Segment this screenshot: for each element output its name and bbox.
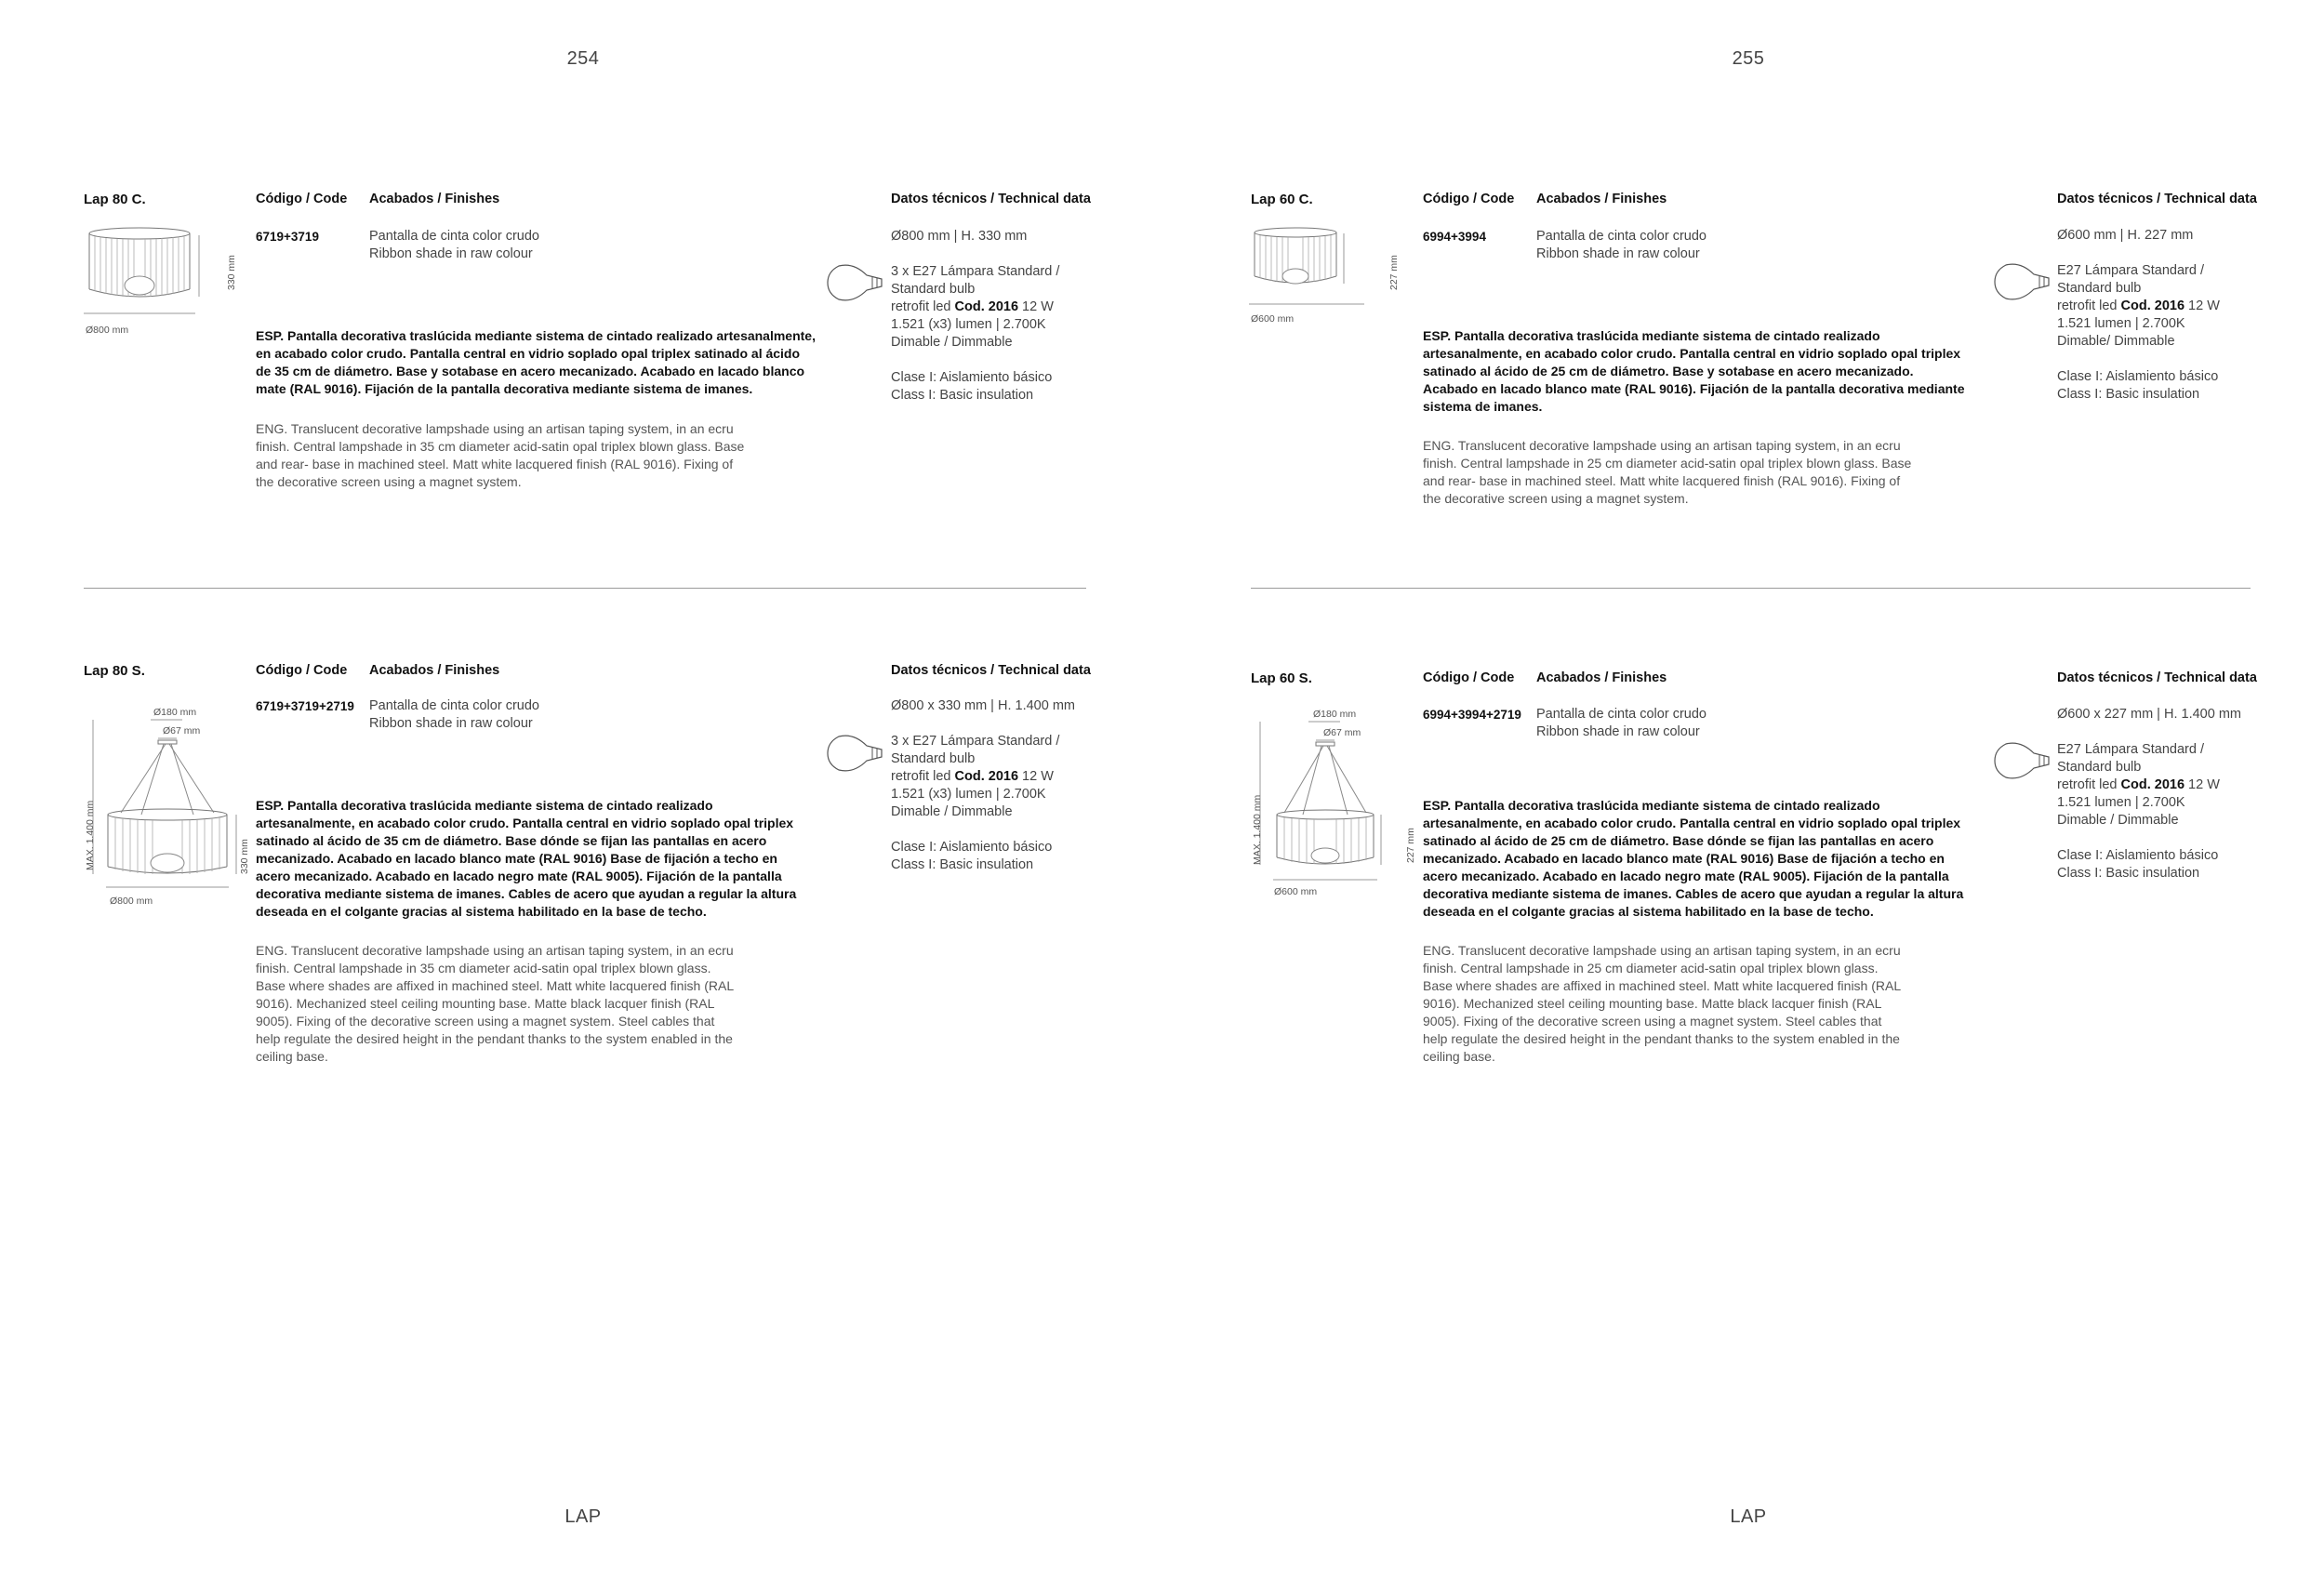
tech-led: retrofit led Cod. 2016 12 W bbox=[891, 769, 1054, 784]
product-code: 6994+3994 bbox=[1423, 230, 1486, 244]
tech-header: Datos técnicos / Technical data bbox=[891, 192, 1091, 206]
description-en: ENG. Translucent decorative lampshade using an artisan taping system, in an ecru finish. Central lampshade in 35 cm diameter acid-satin opal triplex blown glass. Base where shades are affixed in machined steel. Matt white lacquered finish (RAL 9016). Mechanized steel ceiling mounting base. Matte black lacquer finish (RAL 9005). Fixing of the decorative screen using a magnet system. Steel cables that help regulate the desired height in the pendant thanks to the system enabled in the ceiling base. bbox=[256, 943, 735, 1064]
product-name: Lap 60 C. bbox=[1251, 192, 1313, 207]
finish-en: Ribbon shade in raw colour bbox=[369, 246, 533, 261]
description-en: ENG. Translucent decorative lampshade using an artisan taping system, in an ecru finish. Central lampshade in 35 cm diameter acid-satin opal triplex blown glass. Base and rear- base in machined steel. Matt white lacquered finish (RAL 9016). Fixing of the decorative screen using a magnet system. bbox=[256, 421, 745, 489]
tech-bulb: E27 Lámpara Standard / bbox=[2057, 263, 2204, 278]
tech-header: Datos técnicos / Technical data bbox=[2057, 670, 2257, 685]
tech-class-en: Class I: Basic insulation bbox=[891, 857, 1034, 872]
tech-class-en: Class I: Basic insulation bbox=[2057, 866, 2200, 881]
code-header: Código / Code bbox=[1423, 670, 1515, 685]
tech-lumen: 1.521 (x3) lumen | 2.700K bbox=[891, 317, 1046, 332]
description-es: ESP. Pantalla decorativa traslúcida mediante sistema de cintado realizado artesanalmente, en acabado color crudo. Pantalla central en vidrio soplado opal triplex satinado al ácido de 35 cm de diámetro. Base dónde se fijan las pantallas en acero mecanizado. Acabado en lacado blanco mate (RAL 9016) Base de fijación a techo en acero mecanizado. Acabado en lacado negro mate (RAL 9005). Fijación de la pantalla decorativa mediante sistema de imanes. Cables de acero que ayudan a regular la altura deseada en el colgante gracias al sistema habilitado en la base de techo. bbox=[256, 798, 797, 919]
dim-width: Ø600 mm bbox=[1274, 886, 1318, 897]
code-header: Código / Code bbox=[1423, 192, 1515, 206]
tech-size: Ø800 mm | H. 330 mm bbox=[891, 229, 1028, 244]
finishes-header: Acabados / Finishes bbox=[1536, 670, 1667, 685]
dim-cup: Ø67 mm bbox=[163, 725, 201, 736]
tech-bulb: E27 Lámpara Standard / bbox=[2057, 742, 2204, 757]
description-es: ESP. Pantalla decorativa traslúcida mediante sistema de cintado realizado artesanalmente, en acabado color crudo. Pantalla central en vidrio soplado opal triplex satinado al ácido de 35 cm de diámetro. Base y sotabase en acero mecanizado. Acabado en lacado blanco mate (RAL 9016). Fijación de la pantalla decorativa mediante sistema de imanes. bbox=[256, 328, 816, 396]
tech-class-es: Clase I: Aislamiento básico bbox=[2057, 369, 2219, 384]
tech-bulb: 3 x E27 Lámpara Standard / bbox=[891, 734, 1060, 749]
tech-lumen: 1.521 (x3) lumen | 2.700K bbox=[891, 787, 1046, 802]
tech-data bbox=[2057, 706, 2280, 882]
dim-cup: Ø67 mm bbox=[1323, 727, 1361, 738]
dim-max-height: MAX. 1.400 mm bbox=[85, 800, 96, 870]
tech-size: Ø800 x 330 mm | H. 1.400 mm bbox=[891, 698, 1075, 713]
tech-led: retrofit led Cod. 2016 12 W bbox=[2057, 777, 2220, 792]
tech-class-es: Clase I: Aislamiento básico bbox=[891, 840, 1053, 855]
product-code: 6719+3719+2719 bbox=[256, 699, 354, 713]
dim-height: 330 mm bbox=[226, 255, 237, 290]
tech-bulb-2: Standard bulb bbox=[891, 282, 976, 297]
tech-header: Datos técnicos / Technical data bbox=[891, 663, 1091, 678]
tech-lumen: 1.521 lumen | 2.700K bbox=[2057, 795, 2185, 810]
finish-es: Pantalla de cinta color crudo bbox=[369, 698, 539, 713]
tech-bulb: 3 x E27 Lámpara Standard / bbox=[891, 264, 1060, 279]
footer-left: LAP bbox=[564, 1506, 602, 1527]
lamp-pendant-drawing bbox=[1260, 720, 1400, 896]
dim-width: Ø800 mm bbox=[86, 325, 129, 336]
finish-en: Ribbon shade in raw colour bbox=[1536, 724, 1700, 739]
tech-led: retrofit led Cod. 2016 12 W bbox=[2057, 299, 2220, 313]
code-header: Código / Code bbox=[256, 663, 348, 678]
tech-size: Ø600 mm | H. 227 mm bbox=[2057, 228, 2194, 243]
page-number-right: 255 bbox=[1732, 48, 1765, 69]
finish-es: Pantalla de cinta color crudo bbox=[1536, 707, 1706, 722]
dim-width: Ø600 mm bbox=[1251, 313, 1295, 325]
product-name: Lap 80 C. bbox=[84, 192, 146, 207]
finishes-header: Acabados / Finishes bbox=[1536, 192, 1667, 206]
dim-height: 227 mm bbox=[1405, 828, 1416, 863]
product-name: Lap 80 S. bbox=[84, 663, 145, 679]
description-es: ESP. Pantalla decorativa traslúcida mediante sistema de cintado realizado artesanalmente, en acabado color crudo. Pantalla central en vidrio soplado opal triplex satinado al ácido de 25 cm de diámetro. Base y sotabase en acero mecanizado. Acabado en lacado blanco mate (RAL 9016). Fijación de la pantalla decorativa mediante sistema de imanes. bbox=[1423, 328, 1965, 414]
finishes-header: Acabados / Finishes bbox=[369, 192, 500, 206]
tech-class-es: Clase I: Aislamiento básico bbox=[891, 370, 1053, 385]
tech-lumen: 1.521 lumen | 2.700K bbox=[2057, 316, 2185, 331]
tech-class-en: Class I: Basic insulation bbox=[2057, 387, 2200, 402]
code-header: Código / Code bbox=[256, 192, 348, 206]
tech-header: Datos técnicos / Technical data bbox=[2057, 192, 2257, 206]
tech-class-en: Class I: Basic insulation bbox=[891, 388, 1034, 403]
finish-es: Pantalla de cinta color crudo bbox=[1536, 229, 1706, 244]
tech-dimmable: Dimable / Dimmable bbox=[891, 804, 1013, 819]
tech-size: Ø600 x 227 mm | H. 1.400 mm bbox=[2057, 707, 2241, 722]
footer-right: LAP bbox=[1730, 1506, 1767, 1527]
page-number-left: 254 bbox=[566, 48, 600, 69]
dim-width: Ø800 mm bbox=[110, 896, 153, 907]
product-name: Lap 60 S. bbox=[1251, 670, 1312, 686]
dim-canopy: Ø180 mm bbox=[153, 707, 197, 718]
finish-es: Pantalla de cinta color crudo bbox=[369, 229, 539, 244]
tech-bulb-2: Standard bulb bbox=[2057, 760, 2142, 775]
description-en: ENG. Translucent decorative lampshade using an artisan taping system, in an ecru finish. Central lampshade in 25 cm diameter acid-satin opal triplex blown glass. Base where shades are affixed in machined steel. Matt white lacquered finish (RAL 9016). Mechanized steel ceiling mounting base. Matte black lacquer finish (RAL 9005). Fixing of the decorative screen using a magnet system. Steel cables that help regulate the desired height in the pendant thanks to the system enabled in the ceiling base. bbox=[1423, 943, 1902, 1064]
tech-class-es: Clase I: Aislamiento básico bbox=[2057, 848, 2219, 863]
tech-dimmable: Dimable / Dimmable bbox=[2057, 813, 2179, 828]
tech-dimmable: Dimable / Dimmable bbox=[891, 335, 1013, 350]
bulb-icon bbox=[1993, 740, 2052, 781]
dim-max-height: MAX. 1.400 mm bbox=[1252, 794, 1263, 865]
tech-bulb-2: Standard bulb bbox=[891, 751, 976, 766]
dim-height: 330 mm bbox=[239, 839, 250, 874]
finish-en: Ribbon shade in raw colour bbox=[369, 716, 533, 731]
dim-canopy: Ø180 mm bbox=[1313, 709, 1357, 720]
tech-bulb-2: Standard bulb bbox=[2057, 281, 2142, 296]
dim-height: 227 mm bbox=[1388, 255, 1400, 290]
description-es: ESP. Pantalla decorativa traslúcida mediante sistema de cintado realizado artesanalmente, en acabado color crudo. Pantalla central en vidrio soplado opal triplex satinado al ácido de 25 cm de diámetro. Base dónde se fijan las pantallas en acero mecanizado. Acabado en lacado blanco mate (RAL 9016) Base de fijación a techo en acero mecanizado. Acabado en lacado negro mate (RAL 9005). Fijación de la pantalla decorativa mediante sistema de imanes. Cables de acero que ayudan a regular la altura deseada en el colgante gracias al sistema habilitado en la base de techo. bbox=[1423, 798, 1964, 919]
product-code: 6719+3719 bbox=[256, 230, 319, 244]
tech-led: retrofit led Cod. 2016 12 W bbox=[891, 299, 1054, 314]
description-en: ENG. Translucent decorative lampshade using an artisan taping system, in an ecru finish. Central lampshade in 25 cm diameter acid-satin opal triplex blown glass. Base and rear- base in machined steel. Matt white lacquered finish (RAL 9016). Fixing of the decorative screen using a magnet system. bbox=[1423, 438, 1912, 506]
tech-dimmable: Dimable/ Dimmable bbox=[2057, 334, 2175, 349]
finishes-header: Acabados / Finishes bbox=[369, 663, 500, 678]
product-code: 6994+3994+2719 bbox=[1423, 708, 1521, 722]
finish-en: Ribbon shade in raw colour bbox=[1536, 246, 1700, 261]
